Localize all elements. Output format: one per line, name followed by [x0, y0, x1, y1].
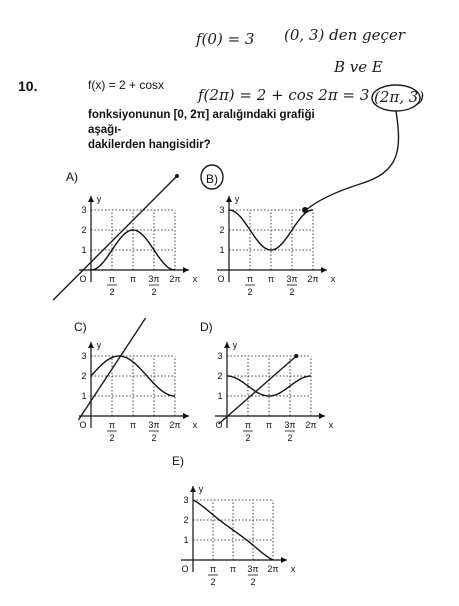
x-tick-pi-half-den: 2 [109, 433, 115, 443]
y-label: y [96, 340, 102, 350]
stem-line-2: dakilerden hangisidir? [88, 139, 211, 151]
y-arrow [88, 342, 94, 348]
x-tick-3pi-half-den: 2 [250, 577, 256, 587]
y-tick-1: 1 [81, 391, 87, 401]
x-tick-pi: π [265, 420, 273, 430]
x-tick-pi-half-num: π [246, 274, 254, 284]
handwriting-f0: f(0) = 3 [196, 30, 255, 48]
x-tick-pi-half-den: 2 [247, 287, 253, 297]
x-label: x [290, 564, 296, 574]
y-label: y [232, 340, 238, 350]
handwriting-point-2pi-3: (2π, 3) [374, 88, 425, 106]
y-arrow [226, 196, 232, 202]
handwriting-passes-through: (0, 3) den geçer [284, 26, 405, 44]
x-arrow [183, 267, 189, 273]
origin-label: O [217, 274, 225, 284]
y-arrow [190, 486, 196, 492]
y-tick-1: 1 [183, 535, 189, 545]
x-tick-pi-half-num: π [209, 564, 217, 574]
x-arrow [281, 557, 287, 563]
curve [193, 500, 273, 560]
x-tick-pi-half-den: 2 [210, 577, 216, 587]
x-tick-2pi: 2π [305, 420, 317, 430]
x-tick-3pi-half-num: 3π [148, 274, 160, 284]
x-label: x [192, 274, 198, 284]
x-label: x [192, 420, 198, 430]
option-c-label[interactable]: C) [74, 320, 87, 334]
x-tick-3pi-half-den: 2 [287, 433, 293, 443]
y-tick-2: 2 [219, 225, 225, 235]
x-tick-pi: π [267, 274, 275, 284]
y-tick-2: 2 [81, 225, 87, 235]
graph-d [215, 340, 334, 443]
option-b-label[interactable]: B) [206, 172, 218, 186]
option-a-label[interactable]: A) [66, 170, 78, 184]
y-arrow [88, 196, 94, 202]
selection-circle [201, 165, 223, 189]
stem-line-1: fonksiyonunun [0, 2π] aralığındaki grafiği aşağı- [88, 109, 315, 136]
x-arrow [319, 413, 325, 419]
y-label: y [234, 194, 240, 204]
graph-e [181, 484, 296, 587]
graph-a [53, 174, 198, 300]
x-tick-pi-half-num: π [244, 420, 252, 430]
y-label: y [198, 484, 204, 494]
handwriting-b-and-e: B ve E [334, 58, 383, 76]
x-tick-3pi-half-num: 3π [148, 420, 160, 430]
y-tick-3: 3 [81, 351, 87, 361]
origin-label: O [181, 564, 189, 574]
point-circle [372, 85, 420, 111]
x-tick-2pi: 2π [169, 274, 181, 284]
x-label: x [330, 274, 336, 284]
x-tick-3pi-half-den: 2 [151, 433, 157, 443]
function-definition: f(x) = 2 + cosx [88, 78, 165, 92]
y-tick-3: 3 [183, 495, 189, 505]
y-label: y [96, 194, 102, 204]
origin-label: O [215, 420, 223, 430]
handwritten-dot [175, 174, 179, 178]
graph-b [217, 194, 336, 297]
pointer-arrow [306, 111, 399, 210]
origin-label: O [79, 274, 87, 284]
x-tick-2pi: 2π [267, 564, 279, 574]
handwriting-f2pi: f(2π) = 2 + cos 2π = 3 [198, 86, 370, 104]
x-tick-3pi-half-num: 3π [284, 420, 296, 430]
y-tick-3: 3 [217, 351, 223, 361]
handwritten-dot [294, 354, 298, 358]
x-tick-3pi-half-num: 3π [286, 274, 298, 284]
x-tick-2pi: 2π [307, 274, 319, 284]
x-tick-pi: π [129, 420, 137, 430]
y-tick-2: 2 [81, 371, 87, 381]
y-arrow [224, 342, 230, 348]
x-tick-pi-half-num: π [108, 420, 116, 430]
y-tick-2: 2 [183, 515, 189, 525]
option-d-label[interactable]: D) [200, 320, 213, 334]
x-label: x [328, 420, 334, 430]
y-tick-3: 3 [219, 205, 225, 215]
x-arrow [183, 413, 189, 419]
graph-c [78, 318, 197, 443]
x-tick-3pi-half-den: 2 [151, 287, 157, 297]
y-tick-1: 1 [219, 245, 225, 255]
x-tick-pi: π [229, 564, 237, 574]
origin-label: O [79, 420, 87, 430]
x-tick-3pi-half-num: 3π [247, 564, 259, 574]
x-tick-2pi: 2π [169, 420, 181, 430]
x-tick-3pi-half-den: 2 [289, 287, 295, 297]
option-e-label[interactable]: E) [172, 454, 184, 468]
x-tick-pi: π [129, 274, 137, 284]
question-number: 10. [18, 78, 38, 94]
x-tick-pi-half-num: π [108, 274, 116, 284]
x-arrow [321, 267, 327, 273]
y-tick-1: 1 [217, 391, 223, 401]
y-tick-1: 1 [81, 245, 87, 255]
x-tick-pi-half-den: 2 [245, 433, 251, 443]
x-tick-pi-half-den: 2 [109, 287, 115, 297]
y-tick-3: 3 [81, 205, 87, 215]
y-tick-2: 2 [217, 371, 223, 381]
